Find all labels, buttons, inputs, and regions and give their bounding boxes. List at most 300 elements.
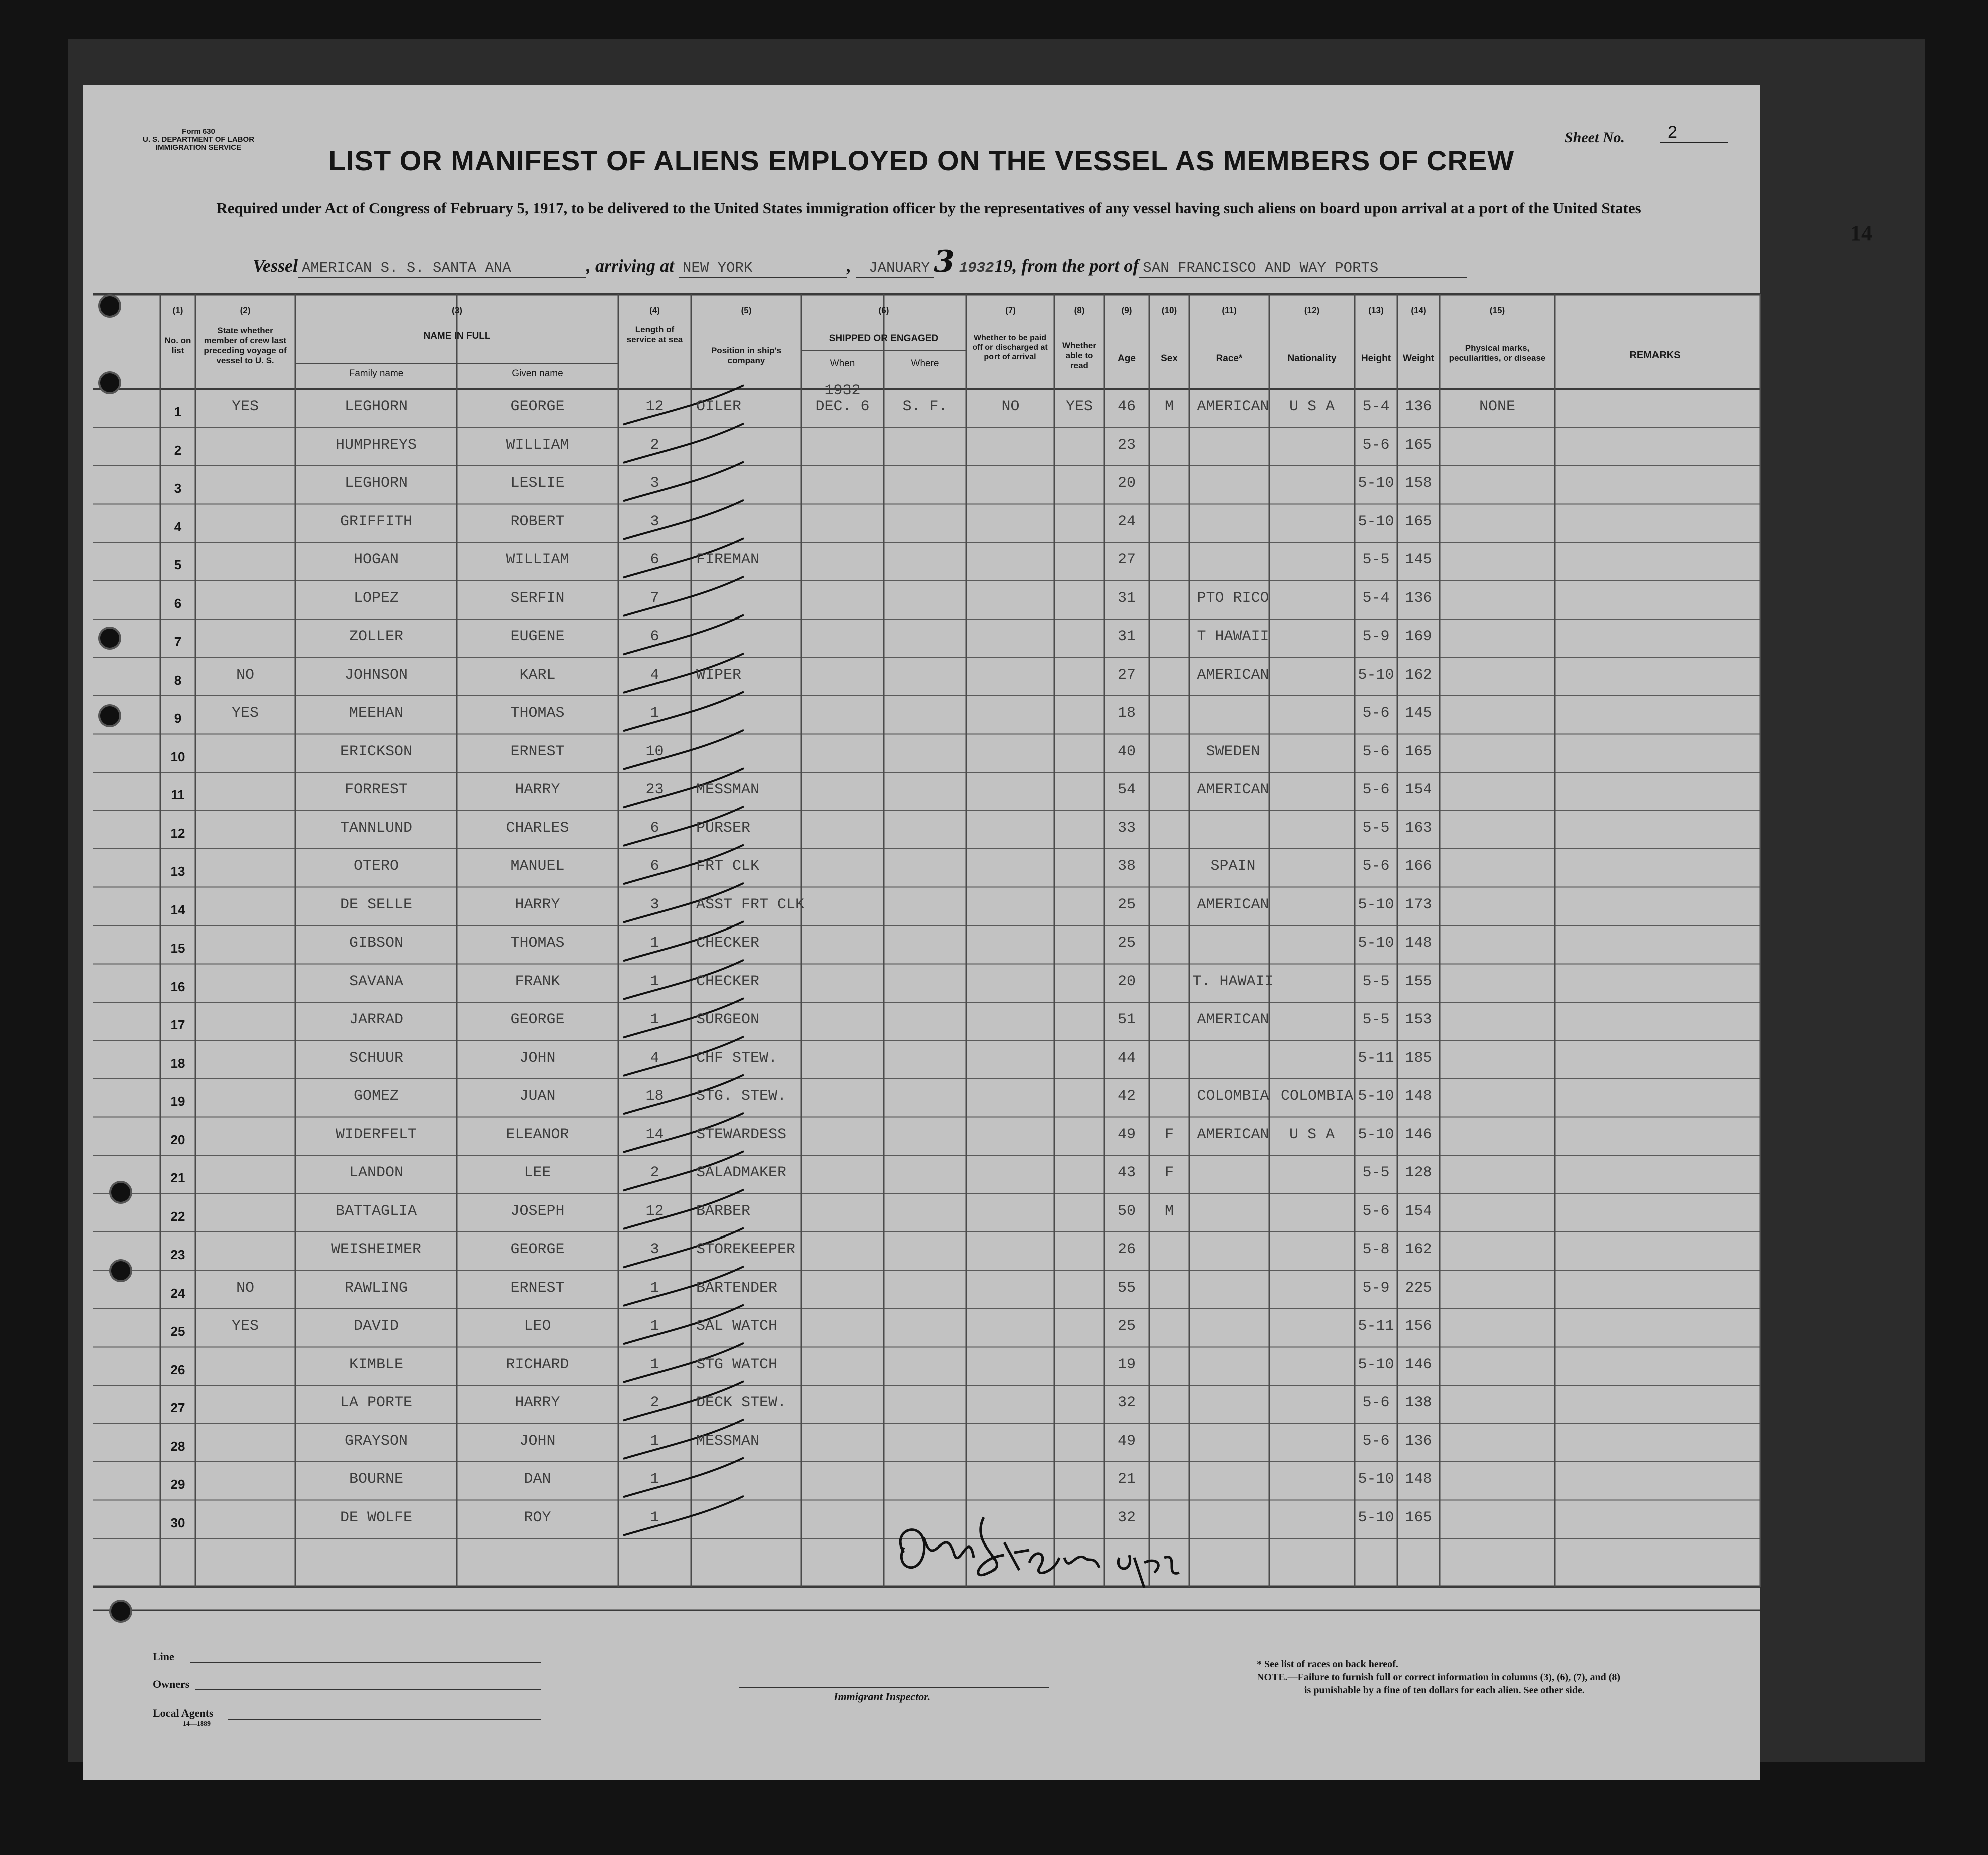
col-physical-marks: Physical marks, peculiarities, or disease [1449,343,1546,363]
cell-age: 25 [1117,935,1136,952]
cell-height: 5-6 [1362,858,1390,875]
cell-weight: 185 [1405,1049,1432,1067]
cell-sex: M [1164,398,1174,415]
cell-position: STOREKEEPER [696,1241,796,1258]
cell-position: OILER [696,398,742,415]
col-when: When [830,358,855,369]
cell-race: AMERICAN [1197,666,1269,684]
cell-weight: 166 [1405,858,1432,875]
col-able-read: Whether able to read [1062,341,1096,370]
cell-family: BATTAGLIA [335,1202,417,1220]
cell-age: 50 [1117,1202,1136,1220]
col-nationality: Nationality [1287,353,1337,364]
cell-height: 5-5 [1362,1164,1390,1181]
cell-family: RAWLING [344,1279,408,1297]
row-number: 27 [170,1400,185,1415]
cell-height: 5-6 [1362,1432,1390,1450]
col-4-number: (4) [649,305,660,315]
cell-weight: 153 [1405,1011,1432,1028]
cell-service: 6 [650,858,659,875]
row-number: 10 [170,749,185,764]
cell-age: 21 [1117,1471,1136,1488]
cell-position: ASST FRT CLK [696,896,805,913]
cell-prev: YES [231,1318,259,1335]
cell-service: 6 [650,551,659,568]
row-number: 30 [170,1515,185,1530]
cell-height: 5-4 [1362,589,1390,607]
cell-height: 5-5 [1362,819,1390,837]
cell-service: 3 [650,475,659,492]
cell-age: 38 [1117,858,1136,875]
cell-family: LOPEZ [353,589,399,607]
row-number: 24 [170,1285,185,1301]
cell-nationality: U S A [1289,1126,1335,1143]
row-number: 6 [174,595,182,611]
row-number: 18 [170,1055,185,1071]
cell-service: 1 [650,1356,659,1373]
cell-age: 31 [1117,628,1136,645]
row-number: 4 [174,519,182,534]
cell-height: 5-10 [1358,666,1394,684]
cell-weight: 165 [1405,513,1432,530]
cell-weight: 165 [1405,1509,1432,1526]
cell-position: DECK STEW. [696,1394,787,1411]
cell-given: ROBERT [510,513,565,530]
cell-height: 5-9 [1362,628,1390,645]
arrival-port: NEW YORK [679,260,847,278]
page-subtitle: Required under Act of Congress of February 5, 1917, to be delivered to the United States immigration officer by the representatives of any vessel having such aliens on board upon arrival at a port of the United States [216,199,1641,217]
cell-age: 27 [1117,666,1136,684]
col-remarks: REMARKS [1629,350,1681,361]
col-state-whether: State whether member of crew last preceding voyage of vessel to U. S. [204,326,287,365]
cell-age: 33 [1117,819,1136,837]
cell-weight: 155 [1405,973,1432,990]
cell-weight: 145 [1405,705,1432,722]
cell-family: BOURNE [349,1471,404,1488]
cell-given: HARRY [515,896,560,913]
cell-weight: 154 [1405,781,1432,798]
col-name-in-full: NAME IN FULL [423,331,491,341]
cell-position: WIPER [696,666,742,684]
cell-age: 19 [1117,1356,1136,1373]
cell-sex: M [1164,1202,1174,1220]
cell-weight: 156 [1405,1318,1432,1335]
vessel-line: Vessel AMERICAN S. S. SANTA ANA , arriving at NEW YORK , JANUARY 3 193219, from the port of SAN FRANCISCO AND WAY PORTS [253,244,1467,279]
cell-family: DAVID [353,1318,399,1335]
cell-height: 5-11 [1358,1318,1394,1335]
row-number: 22 [170,1208,185,1224]
cell-service: 12 [645,398,664,415]
cell-position: SAL WATCH [696,1318,778,1335]
row-number: 23 [170,1247,185,1262]
cell-given: GEORGE [510,1241,565,1258]
cell-race: AMERICAN [1197,896,1269,913]
penalty-note: NOTE.—Failure to furnish full or correct information in columns (3), (6), (7), and (8) [1257,1672,1621,1683]
col-shipped: SHIPPED OR ENGAGED [829,333,939,344]
cell-family: OTERO [353,858,399,875]
footer-line-rule [190,1662,541,1663]
cell-position: CHECKER [696,973,760,990]
vessel-name: AMERICAN S. S. SANTA ANA [298,260,586,278]
cell-weight: 154 [1405,1202,1432,1220]
col-age: Age [1118,353,1136,364]
cell-family: LA PORTE [340,1394,413,1411]
cell-family: JARRAD [349,1011,404,1028]
cell-service: 1 [650,1471,659,1488]
cell-given: LEO [524,1318,551,1335]
cell-service: 4 [650,1049,659,1067]
punch-hole [100,373,119,392]
col-5-number: (5) [741,305,752,315]
cell-nationality: U S A [1289,398,1335,415]
cell-race: T. HAWAII [1192,973,1274,990]
cell-age: 18 [1117,705,1136,722]
cell-given: THOMAS [510,705,565,722]
cell-height: 5-6 [1362,436,1390,454]
cell-weight: 165 [1405,436,1432,454]
cell-height: 5-5 [1362,1011,1390,1028]
cell-given: JOHN [519,1432,556,1450]
row-number: 3 [174,481,182,496]
col-11-number: (11) [1222,305,1237,315]
row-number: 12 [170,825,185,841]
cell-height: 5-5 [1362,551,1390,568]
punch-hole [111,1183,130,1202]
punch-hole [111,1261,130,1280]
cell-service: 12 [645,1202,664,1220]
cell-family: DE WOLFE [340,1509,413,1526]
cell-service: 3 [650,896,659,913]
cell-weight: 136 [1405,589,1432,607]
cell-family: JOHNSON [344,666,408,684]
cell-family: LEGHORN [344,398,408,415]
sheet-number: 2 [1660,123,1728,143]
cell-service: 3 [650,1241,659,1258]
cell-height: 5-10 [1358,935,1394,952]
cell-given: LEE [524,1164,551,1181]
cell-given: HARRY [515,1394,560,1411]
cell-weight: 145 [1405,551,1432,568]
cell-position: FIREMAN [696,551,760,568]
row-number: 9 [174,711,182,726]
cell-weight: 173 [1405,896,1432,913]
cell-service: 1 [650,705,659,722]
cell-given: SERFIN [510,589,565,607]
cell-position: SURGEON [696,1011,760,1028]
cell-weight: 128 [1405,1164,1432,1181]
row-number: 19 [170,1094,185,1109]
cell-given: ERNEST [510,1279,565,1297]
cell-given: THOMAS [510,935,565,952]
col-sex: Sex [1161,353,1178,364]
cell-family: GRAYSON [344,1432,408,1450]
row-number: 11 [171,787,185,802]
from-label: , from the port of [1012,256,1139,276]
row-number: 15 [170,941,185,956]
cell-weight: 225 [1405,1279,1432,1297]
cell-sex: F [1164,1164,1174,1181]
footer-line-label: Line [153,1650,174,1663]
cell-given: JOHN [519,1049,556,1067]
footer-owners-label: Owners [153,1678,190,1690]
col-position: Position in ship's company [711,346,782,365]
page-title: LIST OR MANIFEST OF ALIENS EMPLOYED ON THE VESSEL AS MEMBERS OF CREW [328,145,1515,176]
footer-agents-label: Local Agents [153,1707,214,1719]
cell-given: GEORGE [510,398,565,415]
row-number: 26 [170,1362,185,1377]
col-7-number: (7) [1005,305,1016,315]
col-14-number: (14) [1411,305,1426,315]
cell-weight: 138 [1405,1394,1432,1411]
cell-service: 18 [645,1088,664,1105]
cell-family: ERICKSON [340,743,413,760]
cell-age: 44 [1117,1049,1136,1067]
cell-given: MANUEL [510,858,565,875]
cell-service: 1 [650,1011,659,1028]
cell-marks: NONE [1479,398,1515,415]
cell-age: 49 [1117,1432,1136,1450]
cell-service: 6 [650,628,659,645]
cell-family: SAVANA [349,973,404,990]
cell-given: ELEANOR [506,1126,569,1143]
cell-weight: 165 [1405,743,1432,760]
cell-age: 20 [1117,973,1136,990]
col-weight: Weight [1403,353,1434,364]
signature-text: M Stern Insp [884,1501,926,1509]
department-name: U. S. DEPARTMENT OF LABOR [143,135,255,144]
cell-service: 3 [650,513,659,530]
col-paid-off: Whether to be paid off or discharged at port of arrival [972,334,1048,361]
punch-hole [111,1602,130,1621]
cell-height: 5-4 [1362,398,1390,415]
col-8-number: (8) [1074,305,1085,315]
col-family-name: Family name [349,368,404,379]
row-number: 14 [170,902,185,917]
cell-service: 2 [650,1164,659,1181]
arrival-day: 3 [934,244,955,279]
cell-position: SALADMAKER [696,1164,787,1181]
cell-height: 5-11 [1358,1049,1394,1067]
cell-race: AMERICAN [1197,1011,1269,1028]
cell-service: 1 [650,1318,659,1335]
cell-race: T HAWAII [1197,628,1269,645]
cell-family: TANNLUND [340,819,413,837]
row-number: 21 [170,1170,185,1185]
vessel-label: Vessel [253,256,298,276]
cell-weight: 163 [1405,819,1432,837]
arrival-year: 1932 [959,260,995,276]
cell-weight: 136 [1405,1432,1432,1450]
cell-given: RICHARD [506,1356,569,1373]
cell-sex: F [1164,1126,1174,1143]
footer-agents-rule [228,1719,541,1720]
cell-weight: 136 [1405,398,1432,415]
cell-age: 32 [1117,1509,1136,1526]
cell-age: 43 [1117,1164,1136,1181]
cell-weight: 146 [1405,1126,1432,1143]
cell-position: STEWARDESS [696,1126,787,1143]
cell-position: FRT CLK [696,858,760,875]
cell-when-year: 1932 [824,382,861,399]
cell-given: WILLIAM [506,436,569,454]
col-12-number: (12) [1304,305,1320,315]
cell-given: JUAN [519,1088,556,1105]
cell-prev: YES [231,398,259,415]
penalty-note-cont: is punishable by a fine of ten dollars for each alien. See other side. [1304,1685,1585,1696]
col-13-number: (13) [1368,305,1384,315]
cell-given: EUGENE [510,628,565,645]
punch-hole [100,296,119,316]
cell-weight: 162 [1405,666,1432,684]
cell-family: LANDON [349,1164,404,1181]
row-number: 17 [170,1017,185,1032]
col-2-number: (2) [240,305,251,315]
cell-given: WILLIAM [506,551,569,568]
cell-height: 5-10 [1358,1471,1394,1488]
cell-service: 1 [650,935,659,952]
row-number: 29 [170,1477,185,1492]
cell-where: S. F. [902,398,948,415]
cell-given: HARRY [515,781,560,798]
cell-family: WEISHEIMER [330,1241,422,1258]
cell-service: 1 [650,973,659,990]
cell-height: 5-10 [1358,1088,1394,1105]
cell-family: HOGAN [353,551,399,568]
from-port: SAN FRANCISCO AND WAY PORTS [1139,260,1467,278]
cell-age: 20 [1117,475,1136,492]
cell-age: 25 [1117,896,1136,913]
cell-position: CHF STEW. [696,1049,778,1067]
cell-service: 1 [650,1509,659,1526]
cell-weight: 148 [1405,1088,1432,1105]
cell-service: 23 [645,781,664,798]
cell-position: CHECKER [696,935,760,952]
cell-weight: 169 [1405,628,1432,645]
cell-weight: 162 [1405,1241,1432,1258]
cell-family: SCHUUR [349,1049,404,1067]
cell-age: 31 [1117,589,1136,607]
cell-age: 51 [1117,1011,1136,1028]
cell-prev: NO [236,666,254,684]
row-number: 1 [174,404,182,419]
cell-position: MESSMAN [696,1432,760,1450]
year-prefix: 19 [994,256,1013,276]
footer-owners-rule [195,1689,541,1690]
cell-paid: NO [1001,398,1020,415]
form-number: Form 630 [182,127,215,136]
cell-service: 1 [650,1279,659,1297]
footer-form-code: 14—1889 [183,1720,211,1728]
cell-race: AMERICAN [1197,781,1269,798]
row-number: 28 [170,1438,185,1454]
row-number: 16 [170,979,185,994]
cell-height: 5-10 [1358,1126,1394,1143]
cell-family: WIDERFELT [335,1126,417,1143]
cell-prev: YES [231,705,259,722]
cell-race: COLOMBIA [1197,1088,1269,1105]
cell-given: JOSEPH [510,1202,565,1220]
cell-height: 5-6 [1362,1394,1390,1411]
cell-age: 54 [1117,781,1136,798]
cell-height: 5-10 [1358,1509,1394,1526]
punch-hole [100,629,119,648]
cell-given: ERNEST [510,743,565,760]
cell-service: 1 [650,1432,659,1450]
cell-given: DAN [524,1471,551,1488]
cell-race: AMERICAN [1197,398,1269,415]
cell-height: 5-8 [1362,1241,1390,1258]
col-race: Race* [1216,353,1243,364]
cell-age: 26 [1117,1241,1136,1258]
cell-height: 5-6 [1362,781,1390,798]
inspector-rule [739,1687,1049,1688]
cell-position: STG. STEW. [696,1088,787,1105]
manifest-page [83,85,1872,1780]
cell-weight: 158 [1405,475,1432,492]
cell-family: ZOLLER [349,628,404,645]
cell-race: SWEDEN [1206,743,1260,760]
service-name: IMMIGRATION SERVICE [155,143,242,152]
cell-service: 2 [650,436,659,454]
cell-age: 40 [1117,743,1136,760]
cell-height: 5-10 [1358,1356,1394,1373]
row-number: 2 [174,442,182,458]
cell-family: KIMBLE [349,1356,404,1373]
cell-nationality: COLOMBIA [1280,1088,1354,1105]
cell-given: KARL [519,666,556,684]
cell-given: CHARLES [506,819,569,837]
cell-age: 25 [1117,1318,1136,1335]
cell-read: YES [1065,398,1093,415]
cell-family: GRIFFITH [340,513,413,530]
cell-given: FRANK [515,973,560,990]
cell-family: DE SELLE [340,896,413,913]
col-no-on-list: No. on list [164,336,191,355]
col-given-name: Given name [512,368,563,379]
col-length-service: Length of service at sea [626,325,683,344]
cell-age: 55 [1117,1279,1136,1297]
cell-height: 5-9 [1362,1279,1390,1297]
cell-weight: 146 [1405,1356,1432,1373]
cell-given: ROY [524,1509,551,1526]
punch-hole [100,706,119,725]
inspector-signature [884,1501,1254,1588]
cell-prev: NO [236,1279,254,1297]
cell-position: STG WATCH [696,1356,778,1373]
cell-age: 32 [1117,1394,1136,1411]
cell-given: LESLIE [510,475,565,492]
cell-family: FORREST [344,781,408,798]
cell-age: 46 [1117,398,1136,415]
row-number: 25 [170,1324,185,1339]
cell-height: 5-10 [1358,475,1394,492]
handwritten-number: 14 [1850,221,1872,245]
row-number: 7 [174,634,182,649]
cell-given: GEORGE [510,1011,565,1028]
cell-race: SPAIN [1210,858,1256,875]
cell-weight: 148 [1405,1471,1432,1488]
cell-height: 5-5 [1362,973,1390,990]
cell-service: 14 [645,1126,664,1143]
sheet-label: Sheet No. [1565,129,1625,146]
cell-race: AMERICAN [1197,1126,1269,1143]
cell-service: 4 [650,666,659,684]
col-9-number: (9) [1121,305,1132,315]
cell-family: LEGHORN [344,475,408,492]
row-number: 5 [174,557,182,572]
cell-when: DEC. 6 [815,398,870,415]
row-number: 13 [170,864,185,879]
